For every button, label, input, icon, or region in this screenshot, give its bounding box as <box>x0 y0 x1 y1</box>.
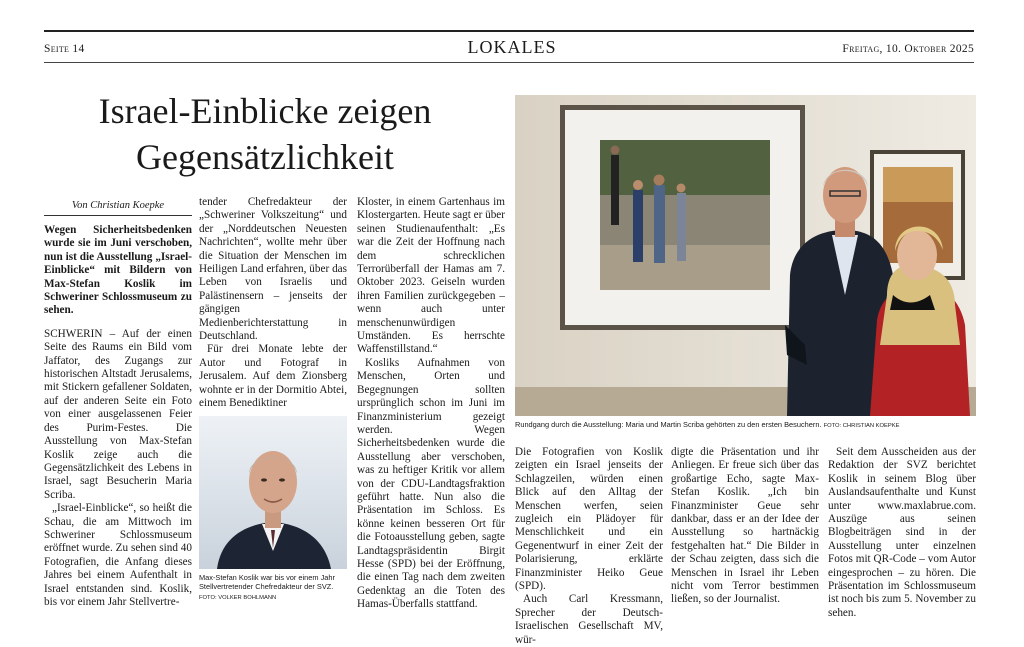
article-paragraph: Seit dem Ausscheiden aus der Redaktion der SVZ berichtet Koslik in seinem Blog über Auslandsaufenthalte und Kunst unter www.maxlabrue.com. Auszüge aus seinen Blogbeiträgen sind in der Ausstellung unter einzelnen Fotos mit QR-Code – vom Autor eingesprochen – zu hören. Die Präsentation im Schlossmuseum ist noch bis zum 5. November zu sehen. <box>828 446 976 619</box>
article-paragraph: Kloster, in einem Gartenhaus im Klostergarten. Heute sagt er über seinen Studienaufenthalt: „Es war die Zeit der Hoffnung nach dem schrecklichen Terrorüberfall der Hamas am 7. Oktober 2023. Geiseln wurden ihren Familien zurückgegeben – wenn auch unter menschenunwürdigen Umständen. Es herrschte Waffenstillstand.“ <box>357 196 505 356</box>
article-paragraph: Auch Carl Kressmann, Sprecher der Deutsch-Israelischen Gesellschaft MV, wür- <box>515 593 663 646</box>
portrait-caption <box>199 573 347 603</box>
article-paragraph: „Israel-Einblicke“, so heißt die Schau, die am Mittwoch im Schweriner Schlossmuseum eröffnet wurde. Zu sehen sind 40 Fotografien, die Anfang dieses Jahres bei einem Aufenthalt in Israel entstanden sind. Koslik, bis vor einem Jahr Stellvertre- <box>44 502 192 608</box>
article-paragraph: digte die Präsentation und ihr Anliegen. Er freue sich über das großartige Echo, sagte Max-Stefan Koslik. „Ich bin Finanzminister Geue sehr dankbar, dass er an der Idee der Ausstellung so hartnäckig festgehalten hat.“ Die Bilder in der Schau zeigten, dass sich die Menschen in Israel ihr Leben nicht vom Terror bestimmen ließen, so der Journalist. <box>671 446 819 606</box>
article-paragraph: Die Fotografien von Koslik zeigten ein Israel jenseits der Schlagzeilen, würden einen Blick auf den Alltag der Menschen werfen, seien zugleich ein Plädoyer für Menschlichkeit und ein Gegenentwurf in einer Zeit der Polarisierung, erklärte Finanzminister Heiko Geue (SPD). <box>515 446 663 593</box>
article-column-5 <box>671 446 819 607</box>
portrait-photo <box>199 416 347 569</box>
article-byline: Von Christian Koepke <box>44 200 192 216</box>
article-column-6 <box>828 446 976 620</box>
article-paragraph: tender Chefredakteur der „Schweriner Volkszeitung“ und der „Norddeutschen Neuesten Nachrichten“, wollte mehr über die Situation der Menschen im Heiligen Land erfahren, über das Leben von Israelis und Palästinensern – jenseits der gängigen Medienberichterstattung in Deutschland. <box>199 196 347 343</box>
portrait-caption-text: Max-Stefan Koslik war bis vor einem Jahr Stellvertretender Chefredakteur der SVZ. <box>199 573 335 592</box>
header-bottom-rule <box>44 62 974 63</box>
section-title: LOKALES <box>467 37 557 57</box>
article-column-4 <box>515 446 663 647</box>
issue-date: Freitag, 10. Oktober 2025 <box>842 43 974 55</box>
article-column-2 <box>199 196 347 411</box>
article-column-1 <box>44 224 192 609</box>
exhibition-caption <box>515 420 976 431</box>
article-headline: Israel-Einblicke zeigen Gegensätzlichkeit <box>98 91 432 177</box>
article-paragraph: SCHWERIN – Auf der einen Seite des Raums ein Bild vom Jaffator, des Zugangs zur historischen Altstadt Jerusalems, mit Stickern gefallener Soldaten, auf der anderen Seite ein Foto von einer ausgelassenen Feier des Purim-Festes. Die Ausstellung von Max-Stefan Koslik zeige auch die Gegensätzlichkeit des Lebens in Israel, sagt Besucherin Maria Scriba. <box>44 327 192 501</box>
article-lead: Wegen Sicherheitsbedenken wurde sie im Juni verschoben, nun ist die Ausstellung „Israel-Einblicke“ mit Bildern von Max-Stefan Koslik im Schweriner Schlossmuseum zu sehen. <box>44 224 192 317</box>
page-number: Seite 14 <box>44 43 85 55</box>
article-paragraph: Für drei Monate lebte der Autor und Fotograf in Jerusalem. Auf dem Zionsberg wohnte er in der Dormitio Abtei, einem Benediktiner <box>199 343 347 410</box>
header-top-rule <box>44 30 974 32</box>
exhibition-caption-text: Rundgang durch die Ausstellung: Maria und Martin Scriba gehörten zu den ersten Besuchern. <box>515 420 822 429</box>
exhibition-photo <box>515 95 976 416</box>
article-paragraph: Kosliks Aufnahmen von Menschen, Orten und Begegnungen sollten ursprünglich schon im Juni im Finanzministerium gezeigt werden. Wegen Sicherheitsbedenken wurde die Ausstellung aber verschoben, was zu heftiger Kritik vor allem von der CDU-Landtagsfraktion geführt hatte. Nun also die Präsentation im Schloss. Es könne keinen besseren Ort für die Fotoausstellung geben, sagte Landtagspräsidentin Birgit Hesse (SPD) bei der Eröffnung, die einen Tag nach dem zweiten Gedenktag an die Toten des Hamas-Überfalls stattfand. <box>357 356 505 611</box>
portrait-credit: FOTO: VOLKER BOHLMANN <box>199 594 277 601</box>
exhibition-credit: FOTO: CHRISTIAN KOEPKE <box>823 423 900 429</box>
article-column-3 <box>357 196 505 612</box>
